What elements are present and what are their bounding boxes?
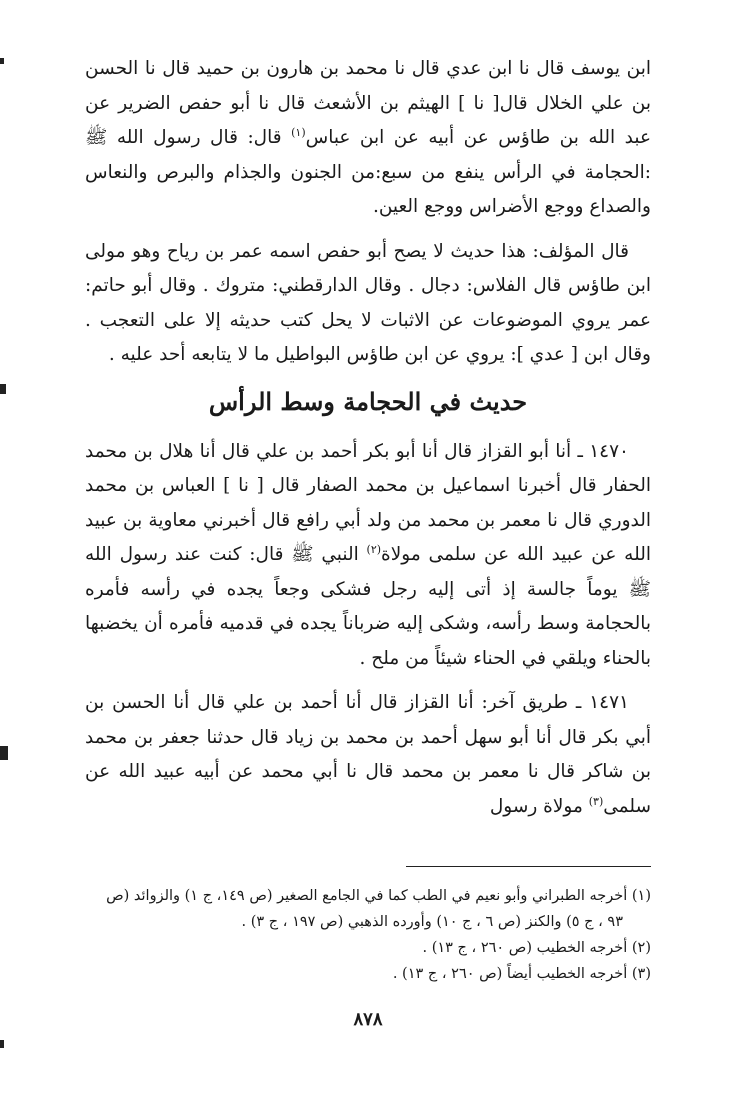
footnotes <box>85 883 651 987</box>
paragraph-text: ابن يوسف قال نا ابن عدي قال نا محمد بن هارون بن حميد قال نا الحسن بن علي الخلال قال[ نا ] الهيثم بن الأشعث قال نا أبو حفص الضرير عن عبد الله بن طاؤس عن أبيه عن ابن عباس <box>85 58 651 148</box>
footnote-3: (٣) أخرجه الخطيب أيضاً (ص ٢٦٠ ، ج ١٣) . <box>392 966 651 982</box>
paragraph-author-comment: قال المؤلف: هذا حديث لا يصح أبو حفص اسمه عمر بن رياح وهو مولى ابن طاؤس قال الفلاس: دجال . وقال الدارقطني: متروك . وقال أبو حاتم: عمر يروي الموضوعات عن الاثبات لا يحل كتب حديثه إلا على التعجب . وقال ابن [ عدي ]: يروي عن ابن طاؤس البواطيل ما لا يتابعه أحد عليه . <box>85 240 651 365</box>
paragraph-text: ١٤٧١ ـ طريق آخر: أنا القزاز قال أنا أحمد بن علي قال أنا الحسن بن أبي بكر قال أنا أبو سهل أحمد بن محمد بن زياد قال حدثنا جعفر بن محمد بن شاكر قال نا معمر بن محمد قال نا أبي محمد عن أبيه عبيد الله عن سلمى <box>85 692 651 817</box>
paragraph-hadith-cupping-head <box>85 52 651 225</box>
paragraph-hadith-1471 <box>85 686 651 824</box>
paragraph-text: النبي ﷺ قال: كنت عند رسول الله ﷺ يوماً جالسة إذ أتى إليه رجل فشكى وجعاً يجده في رأسه فأمره بالحجامة وسط رأسه، وشكى إليه ضرباناً يجده في قدميه فأمره أن يخضبها بالحناء ويلقي في الحناء شيئاً من ملح . <box>85 544 651 669</box>
page-number: ٨٧٨ <box>353 1009 383 1030</box>
footnote-ref: (٣) <box>588 794 604 808</box>
footnote-2: (٢) أخرجه الخطيب (ص ٢٦٠ ، ج ١٣) . <box>422 940 651 956</box>
paragraph-hadith-1470 <box>85 435 651 677</box>
page-body <box>85 52 651 1030</box>
scan-edge-mark <box>0 58 4 64</box>
scan-edge-mark <box>0 1040 4 1048</box>
footnote-ref: (٢) <box>366 542 382 556</box>
paragraph-text: مولاة رسول <box>489 795 589 817</box>
footnote-separator <box>406 866 651 867</box>
footnote-1-continued: ٩٣ ، ج ٥) والكنز (ص ٦ ، ج ١٠) وأورده الذهبي (ص ١٩٧ ، ج ٣) . <box>241 914 623 930</box>
scan-edge-mark <box>0 384 6 394</box>
footnote-1: (١) أخرجه الطبراني وأبو نعيم في الطب كما في الجامع الصغير (ص ١٤٩، ج ١) والزوائد (ص <box>106 888 651 904</box>
paragraph-text: ١٤٧٠ ـ أنا أبو القزاز قال أنا أبو بكر أحمد بن علي قال أنا هلال بن محمد الحفار قال أخبرنا اسماعيل بن محمد الصفار قال [ نا ] العباس بن محمد الدوري قال نا معمر بن محمد من ولد أبي رافع قال أخبرني معاوية بن عبيد الله عن عبيد الله عن سلمى مولاة <box>85 440 651 565</box>
section-heading: حديث في الحجامة وسط الرأس <box>208 386 528 416</box>
paragraph-text: قال: قال رسول الله ﷺ :الحجامة في الرأس ينفع من سبع:من الجنون والجذام والبرص والنعاس والصداع ووجع الأضراس ووجع العين. <box>85 127 651 217</box>
scan-edge-mark <box>0 746 8 760</box>
footnote-ref: (١) <box>291 125 306 139</box>
